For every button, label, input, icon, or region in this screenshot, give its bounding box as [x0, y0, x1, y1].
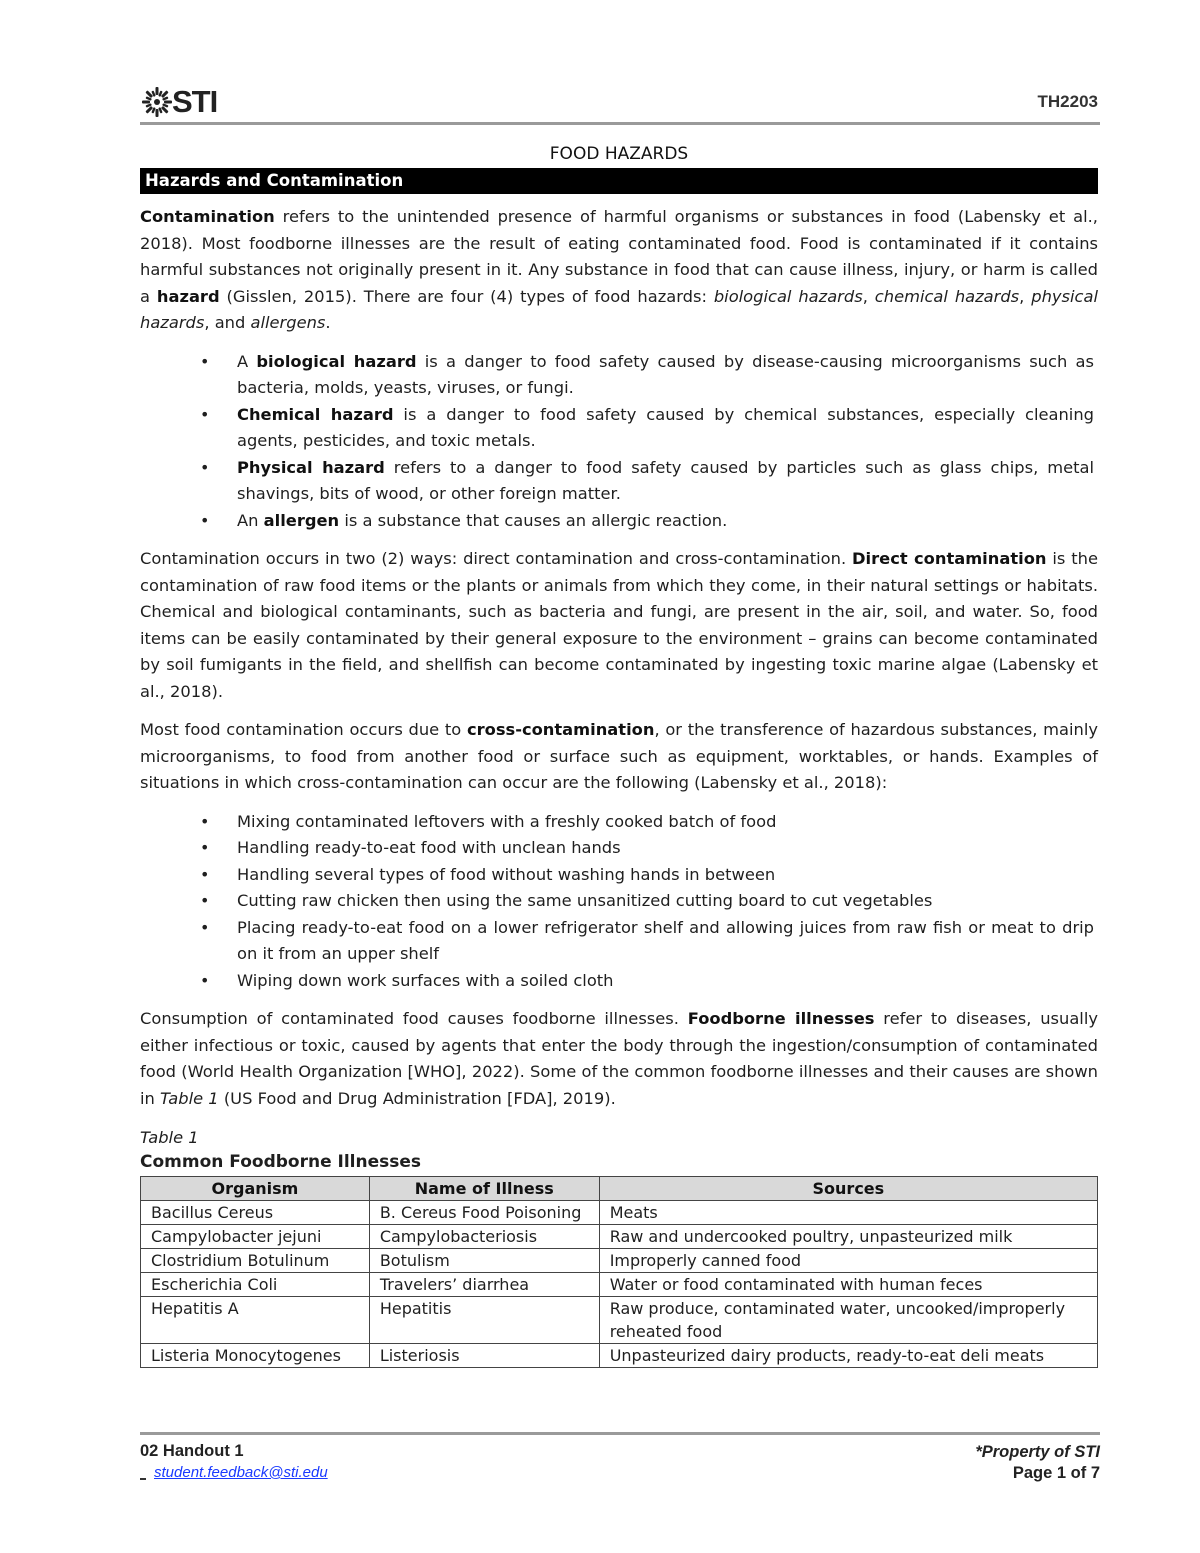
list-item: • Placing ready-to-eat food on a lower refrigerator shelf and allowing juices from raw fish or meat to drip on it from an upper shelf	[140, 915, 1098, 968]
table-row	[141, 1249, 1098, 1273]
table-title: Common Foodborne Illnesses	[140, 1152, 422, 1172]
foodborne-illness-table	[140, 1176, 1098, 1368]
table-row	[141, 1273, 1098, 1297]
table-cell: Clostridium Botulinum	[141, 1249, 370, 1273]
column-header-illness: Name of Illness	[369, 1177, 599, 1201]
handout-number: 02 Handout 1	[140, 1442, 244, 1460]
table-cell: Raw produce, contaminated water, uncooked/improperly reheated food	[599, 1297, 1097, 1344]
term-foodborne-illnesses: Foodborne illnesses	[687, 1009, 875, 1028]
term-direct-contamination: Direct contamination	[852, 549, 1047, 568]
document-body	[140, 142, 1098, 1368]
table-header-row	[141, 1177, 1098, 1201]
table-cell: Meats	[599, 1201, 1097, 1225]
table-cell: Botulism	[369, 1249, 599, 1273]
list-item: • Physical hazard refers to a danger to food safety caused by particles such as glass chips, metal shavings, bits of wood, or other foreign matter.	[140, 455, 1098, 508]
table-cell: Improperly canned food	[599, 1249, 1097, 1273]
foodborne-illness-paragraph: Consumption of contaminated food causes foodborne illnesses. Foodborne illnesses refer to diseases, usually either infectious or toxic, caused by agents that enter the body through the ingestion/consumption of contaminated food (World Health Organization [WHO], 2022). Some of the common foodborne illnesses and their causes are shown in Table 1 (US Food and Drug Administration [FDA], 2019).	[140, 1009, 1098, 1108]
table-cell: Campylobacteriosis	[369, 1225, 599, 1249]
list-item: • Handling ready-to-eat food with unclean hands	[140, 835, 1098, 862]
table-row	[141, 1225, 1098, 1249]
table-cell: Listeria Monocytogenes	[141, 1344, 370, 1368]
table-row	[141, 1297, 1098, 1344]
feedback-email-link[interactable]: student.feedback@sti.edu	[154, 1464, 328, 1481]
list-item: • Chemical hazard is a danger to food safety caused by chemical substances, especially cleaning agents, pesticides, and toxic metals.	[140, 402, 1098, 455]
column-header-organism: Organism	[141, 1177, 370, 1201]
cross-contamination-list	[140, 809, 1098, 995]
table-cell: Unpasteurized dairy products, ready-to-eat deli meats	[599, 1344, 1097, 1368]
list-item: • Wiping down work surfaces with a soiled cloth	[140, 968, 1098, 995]
table-cell: Listeriosis	[369, 1344, 599, 1368]
footer-right	[975, 1442, 1100, 1484]
column-header-sources: Sources	[599, 1177, 1097, 1201]
sti-logo	[140, 84, 217, 120]
footer-divider	[140, 1432, 1100, 1435]
list-item: • Handling several types of food without washing hands in between	[140, 862, 1098, 889]
document-code: TH2203	[1037, 92, 1098, 111]
cross-contamination-paragraph: Most food contamination occurs due to cross-contamination, or the transference of hazardous substances, mainly microorganisms, to food from another food or surface such as equipment, worktables, or hands. Examples of situations in which cross-contamination can occur are the following (Labensky et al., 2018):	[140, 720, 1098, 792]
list-item: • Cutting raw chicken then using the same unsanitized cutting board to cut vegetables	[140, 888, 1098, 915]
list-item: • A biological hazard is a danger to food safety caused by disease-causing microorganisms such as bacteria, molds, yeasts, viruses, or fungi.	[140, 349, 1098, 402]
table-cell: Water or food contaminated with human feces	[599, 1273, 1097, 1297]
term-cross-contamination: cross-contamination	[466, 720, 655, 739]
table-label: Table 1	[140, 1128, 199, 1147]
list-item: • An allergen is a substance that causes an allergic reaction.	[140, 508, 1098, 535]
property-notice: *Property of STI	[975, 1443, 1100, 1461]
page-number: Page 1 of 7	[1012, 1464, 1100, 1482]
footer-dash	[140, 1478, 146, 1480]
direct-contamination-paragraph: Contamination occurs in two (2) ways: direct contamination and cross-contamination. Direct contamination is the contamination of raw food items or the plants or animals from which they come, in their natural settings or habitats. Chemical and biological contaminants, such as bacteria and fungi, are present in the air, soil, and water. So, food items can be easily contaminated by their general exposure to the environment – grains can become contaminated by soil fumigants in the field, and shellfish can become contaminated by ingesting toxic marine algae (Labensky et al., 2018).	[140, 549, 1099, 701]
table-cell: Raw and undercooked poultry, unpasteurized milk	[599, 1225, 1097, 1249]
table-cell: Bacillus Cereus	[141, 1201, 370, 1225]
page-header	[140, 80, 1100, 124]
page-title: FOOD HAZARDS	[549, 144, 689, 164]
intro-paragraph: Contamination refers to the unintended presence of harmful organisms or substances in food (Labensky et al., 2018). Most foodborne illnesses are the result of eating contaminated food. Food is contaminated if it contains harmful substances not originally present in it. Any substance in food that can cause illness, injury, or harm is called a hazard (Gisslen, 2015). There are four (4) types of food hazards: biological hazards, chemical hazards, physical hazards, and allergens.	[140, 207, 1098, 332]
table-row	[141, 1344, 1098, 1368]
header-divider	[140, 122, 1100, 125]
table-cell: Escherichia Coli	[141, 1273, 370, 1297]
table-cell: Hepatitis	[369, 1297, 599, 1344]
term-hazard: hazard	[156, 286, 220, 306]
term-contamination: Contamination	[140, 207, 275, 226]
hazard-types-list	[140, 349, 1098, 535]
table-cell: Hepatitis A	[141, 1297, 370, 1344]
section-heading: Hazards and Contamination	[140, 168, 1098, 194]
sti-logo-icon	[140, 85, 174, 119]
sti-logo-text: STI	[172, 84, 218, 119]
table-cell: Travelers’ diarrhea	[369, 1273, 599, 1297]
table-cell: B. Cereus Food Poisoning	[369, 1201, 599, 1225]
table-row	[141, 1201, 1098, 1225]
list-item: • Mixing contaminated leftovers with a freshly cooked batch of food	[140, 809, 1098, 836]
table-cell: Campylobacter jejuni	[141, 1225, 370, 1249]
